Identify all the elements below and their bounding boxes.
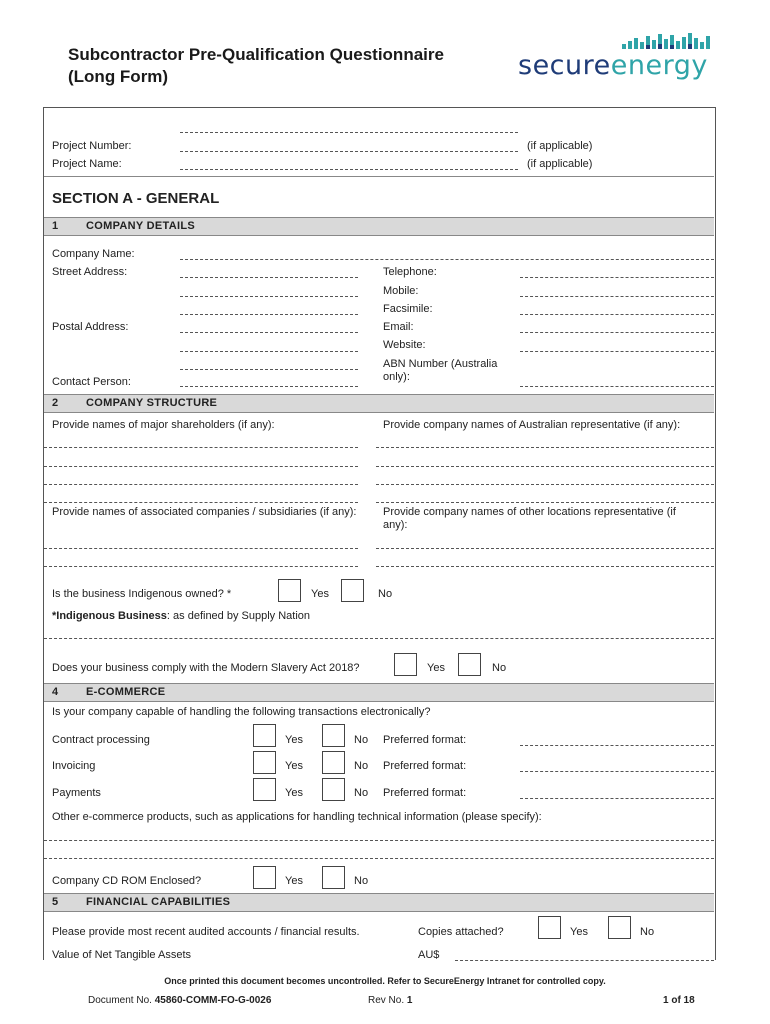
street-address-field-1[interactable]: [180, 277, 358, 278]
section-2-header: 2 COMPANY STRUCTURE: [44, 394, 714, 413]
associated-field-2[interactable]: [44, 566, 358, 567]
website-field[interactable]: [520, 351, 714, 352]
cdrom-no-label: No: [354, 875, 369, 887]
contract-preferred-field[interactable]: [520, 745, 714, 746]
copies-yes-checkbox[interactable]: [538, 916, 561, 939]
copies-no-checkbox[interactable]: [608, 916, 631, 939]
payments-no-label: No: [354, 787, 369, 799]
other-ecommerce-field-2[interactable]: [44, 858, 714, 859]
payments-yes-label: Yes: [285, 787, 303, 799]
slavery-yes-checkbox[interactable]: [394, 653, 417, 676]
indigenous-no-label: No: [378, 588, 393, 600]
other-ecommerce-field-1[interactable]: [44, 840, 714, 841]
invoicing-label: Invoicing: [52, 760, 96, 772]
copies-no-label: No: [640, 926, 655, 938]
section-4-header: 4 E-COMMERCE: [44, 683, 714, 702]
company-name-label: Company Name:: [52, 248, 135, 260]
contract-no-label: No: [354, 734, 369, 746]
abn-field[interactable]: [520, 386, 714, 387]
australian-rep-field-2[interactable]: [376, 466, 714, 467]
other-locations-field-1[interactable]: [376, 548, 714, 549]
facsimile-field[interactable]: [520, 314, 714, 315]
slavery-no-label: No: [492, 662, 507, 674]
if-applicable-2: (if applicable): [527, 158, 593, 170]
uncontrolled-notice: Once printed this document becomes uncontrolled. Refer to SecureEnergy Intranet for controlled copy.: [164, 976, 606, 986]
contract-preferred-label: Preferred format:: [383, 734, 467, 746]
project-number-label: Project Number:: [52, 140, 132, 152]
revision-number: Rev No. 1: [368, 995, 413, 1006]
mobile-label: Mobile:: [383, 285, 419, 297]
shareholders-field-2[interactable]: [44, 466, 358, 467]
project-top-line: [180, 132, 518, 133]
contact-person-field[interactable]: [180, 386, 358, 387]
shareholders-label: Provide names of major shareholders (if any):: [52, 419, 275, 431]
indigenous-question: Is the business Indigenous owned? *: [52, 588, 232, 600]
page-number: 1 of 18: [663, 995, 695, 1006]
modern-slavery-question: Does your business comply with the Modern Slavery Act 2018?: [52, 662, 360, 674]
project-name-label: Project Name:: [52, 158, 122, 170]
payments-preferred-label: Preferred format:: [383, 787, 467, 799]
invoicing-preferred-label: Preferred format:: [383, 760, 467, 772]
street-address-field-2[interactable]: [180, 296, 358, 297]
company-name-field[interactable]: [180, 259, 714, 260]
logo-wordmark: secureenergy: [518, 50, 708, 81]
email-label: Email:: [383, 321, 414, 333]
secureenergy-logo: [518, 32, 714, 82]
payments-preferred-field[interactable]: [520, 798, 714, 799]
indigenous-yes-label: Yes: [311, 588, 329, 600]
indigenous-yes-checkbox[interactable]: [278, 579, 301, 602]
audited-accounts-label: Please provide most recent audited accounts / financial results.: [52, 926, 360, 938]
invoicing-yes-checkbox[interactable]: [253, 751, 276, 774]
currency-label: AU$: [418, 949, 440, 961]
copies-attached-label: Copies attached?: [418, 926, 504, 938]
section-a-title: SECTION A - GENERAL: [52, 190, 220, 207]
divider: [44, 176, 714, 177]
document-number: Document No. 45860-COMM-FO-G-0026: [88, 995, 272, 1006]
other-ecommerce-label: Other e-commerce products, such as applications for handling technical information (please specify):: [52, 811, 542, 823]
shareholders-field-3[interactable]: [44, 484, 358, 485]
postal-address-field-3[interactable]: [180, 369, 358, 370]
contract-processing-label: Contract processing: [52, 734, 150, 746]
invoicing-preferred-field[interactable]: [520, 771, 714, 772]
associated-companies-label: Provide names of associated companies / subsidiaries (if any):: [52, 506, 357, 518]
payments-yes-checkbox[interactable]: [253, 778, 276, 801]
indigenous-note: *Indigenous Business: as defined by Supply Nation: [52, 610, 311, 622]
cdrom-yes-label: Yes: [285, 875, 303, 887]
telephone-label: Telephone:: [383, 266, 437, 278]
contract-yes-label: Yes: [285, 734, 303, 746]
street-address-label: Street Address:: [52, 266, 128, 278]
email-field[interactable]: [520, 332, 714, 333]
abn-label: ABN Number (Australia only):: [383, 358, 498, 383]
section-5-header: 5 FINANCIAL CAPABILITIES: [44, 893, 714, 912]
invoicing-no-label: No: [354, 760, 369, 772]
other-locations-field-2[interactable]: [376, 566, 714, 567]
telephone-field[interactable]: [520, 277, 714, 278]
postal-address-field-2[interactable]: [180, 351, 358, 352]
postal-address-label: Postal Address:: [52, 321, 129, 333]
contract-yes-checkbox[interactable]: [253, 724, 276, 747]
section-1-header: 1 COMPANY DETAILS: [44, 217, 714, 236]
invoicing-no-checkbox[interactable]: [322, 751, 345, 774]
website-label: Website:: [383, 339, 426, 351]
australian-rep-field-1[interactable]: [376, 447, 714, 448]
associated-field-1[interactable]: [44, 548, 358, 549]
slavery-no-checkbox[interactable]: [458, 653, 481, 676]
ecommerce-intro: Is your company capable of handling the following transactions electronically?: [52, 706, 431, 718]
document-title: [68, 44, 444, 88]
shareholders-field-4[interactable]: [44, 502, 358, 503]
title-line-2: (Long Form): [68, 67, 169, 86]
cdrom-question: Company CD ROM Enclosed?: [52, 875, 202, 887]
other-locations-label: Provide company names of other locations representative (if any):: [383, 506, 676, 531]
contact-person-label: Contact Person:: [52, 376, 131, 388]
nta-field[interactable]: [455, 960, 714, 961]
facsimile-label: Facsimile:: [383, 303, 433, 315]
invoicing-yes-label: Yes: [285, 760, 303, 772]
project-name-field[interactable]: [180, 169, 518, 170]
australian-rep-label: Provide company names of Australian representative (if any):: [383, 419, 681, 431]
project-number-field[interactable]: [180, 151, 518, 152]
australian-rep-field-3[interactable]: [376, 484, 714, 485]
logo-dots-icon: [518, 32, 714, 52]
shareholders-field-1[interactable]: [44, 447, 358, 448]
payments-no-checkbox[interactable]: [322, 778, 345, 801]
if-applicable-1: (if applicable): [527, 140, 593, 152]
cdrom-no-checkbox[interactable]: [322, 866, 345, 889]
street-address-field-3[interactable]: [180, 314, 358, 315]
australian-rep-field-4[interactable]: [376, 502, 714, 503]
payments-label: Payments: [52, 787, 101, 799]
postal-address-field-1[interactable]: [180, 332, 358, 333]
nta-label: Value of Net Tangible Assets: [52, 949, 192, 961]
divider-dashed: [44, 638, 714, 639]
contract-no-checkbox[interactable]: [322, 724, 345, 747]
title-line-1: Subcontractor Pre-Qualification Questionnaire: [68, 45, 444, 64]
mobile-field[interactable]: [520, 296, 714, 297]
slavery-yes-label: Yes: [427, 662, 445, 674]
cdrom-yes-checkbox[interactable]: [253, 866, 276, 889]
indigenous-no-checkbox[interactable]: [341, 579, 364, 602]
copies-yes-label: Yes: [570, 926, 588, 938]
